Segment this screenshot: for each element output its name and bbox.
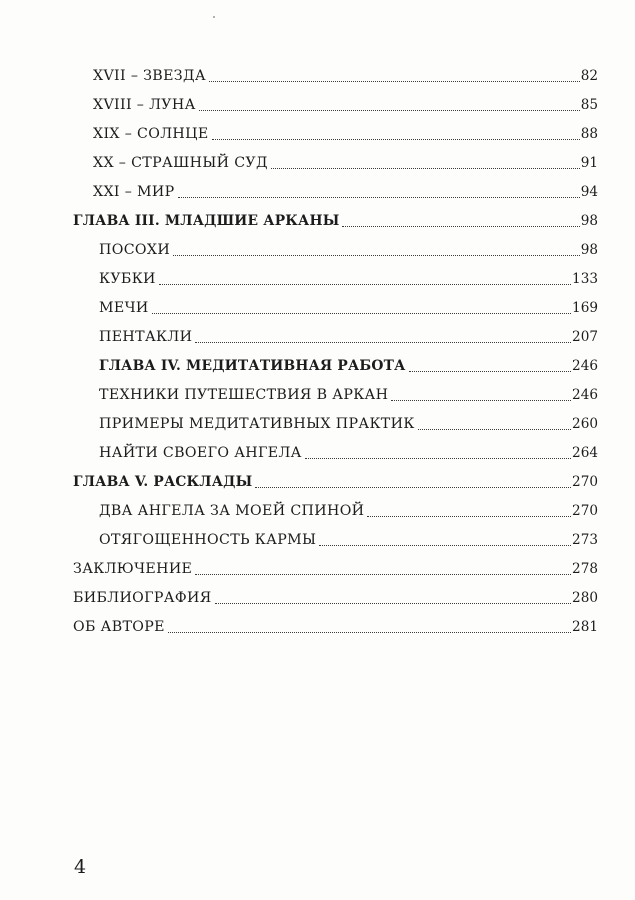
- toc-entry: [93, 150, 598, 172]
- dot-leader: [159, 284, 571, 285]
- toc-entry-title: ДВА АНГЕЛА ЗА МОЕЙ СПИНОЙ: [99, 503, 365, 519]
- toc-entry: [99, 237, 598, 259]
- toc-chapter-entry: [73, 469, 598, 491]
- toc-entry: [93, 63, 598, 85]
- dot-leader: [173, 255, 580, 256]
- toc-entry-page: 270: [572, 474, 598, 490]
- toc-entry: [73, 614, 598, 636]
- toc-chapter-entry: [73, 208, 598, 230]
- toc-entry-title: XVIII – ЛУНА: [93, 97, 196, 113]
- dot-leader: [168, 632, 571, 633]
- toc-entry-title: ОБ АВТОРЕ: [73, 619, 165, 635]
- dot-leader: [212, 139, 580, 140]
- toc-chapter-title: ГЛАВА III. МЛАДШИЕ АРКАНЫ: [73, 213, 340, 229]
- toc-entry-title: XXI – МИР: [93, 184, 175, 200]
- dot-leader: [195, 342, 571, 343]
- toc-entry: [73, 585, 598, 607]
- dot-leader: [409, 371, 572, 372]
- dot-leader: [367, 516, 571, 517]
- toc-entry-page: 264: [572, 445, 598, 461]
- toc-entry-title: ПОСОХИ: [99, 242, 171, 258]
- dot-leader: [305, 458, 571, 459]
- dot-leader: [152, 313, 571, 314]
- toc-entry: [99, 440, 598, 462]
- toc-entry-title: ТЕХНИКИ ПУТЕШЕСТВИЯ В АРКАН: [99, 387, 389, 403]
- toc-entry-page: 94: [580, 184, 598, 200]
- toc-entry-page: 98: [580, 213, 598, 229]
- toc-entry-page: 85: [580, 97, 598, 113]
- dot-leader: [199, 110, 580, 111]
- toc-entry-page: 91: [580, 155, 598, 171]
- toc-entry-title: КУБКИ: [99, 271, 156, 287]
- page-number: 4: [74, 856, 87, 878]
- dot-leader: [418, 429, 571, 430]
- toc-entry-title: XX – СТРАШНЫЙ СУД: [93, 155, 268, 171]
- toc-entry: [99, 266, 598, 288]
- toc-entry: [99, 411, 598, 433]
- toc-entry: [93, 179, 598, 201]
- toc-entry: [99, 295, 598, 317]
- toc-entry-page: 260: [572, 416, 598, 432]
- toc-entry-title: XIX – СОЛНЦЕ: [93, 126, 209, 142]
- toc-entry-page: 278: [572, 561, 598, 577]
- toc-entry: [93, 92, 598, 114]
- toc-entry: [93, 121, 598, 143]
- toc-entry-title: XVII – ЗВЕЗДА: [93, 68, 206, 84]
- toc-chapter-title: ГЛАВА V. РАСКЛАДЫ: [73, 474, 253, 490]
- toc-entry: [99, 498, 598, 520]
- toc-entry-title: МЕЧИ: [99, 300, 149, 316]
- toc-chapter-title: ГЛАВА IV. МЕДИТАТИВНАЯ РАБОТА: [99, 358, 406, 374]
- toc-entry-page: 82: [580, 68, 598, 84]
- paper-speck: [213, 16, 215, 18]
- toc-chapter-entry: [99, 353, 598, 375]
- dot-leader: [209, 81, 580, 82]
- toc-entry-title: НАЙТИ СВОЕГО АНГЕЛА: [99, 445, 302, 461]
- toc-entry-page: 246: [572, 387, 598, 403]
- toc-entry-page: 280: [572, 590, 598, 606]
- toc-entry-page: 88: [580, 126, 598, 142]
- toc-entry: [99, 324, 598, 346]
- toc-entry: [99, 527, 598, 549]
- toc-entry-page: 207: [572, 329, 598, 345]
- toc-entry-title: БИБЛИОГРАФИЯ: [73, 590, 212, 606]
- toc-entry-title: ПЕНТАКЛИ: [99, 329, 193, 345]
- dot-leader: [271, 168, 580, 169]
- toc-entry-page: 270: [572, 503, 598, 519]
- dot-leader: [342, 226, 579, 227]
- toc-entry-page: 246: [572, 358, 598, 374]
- dot-leader: [215, 603, 571, 604]
- toc-entry-title: ЗАКЛЮЧЕНИЕ: [73, 561, 193, 577]
- toc-entry-title: ПРИМЕРЫ МЕДИТАТИВНЫХ ПРАКТИК: [99, 416, 415, 432]
- dot-leader: [255, 487, 571, 488]
- toc-entry: [73, 556, 598, 578]
- toc-entry: [99, 382, 598, 404]
- toc-entry-page: 281: [572, 619, 598, 635]
- toc-entry-page: 273: [572, 532, 598, 548]
- dot-leader: [319, 545, 571, 546]
- dot-leader: [195, 574, 571, 575]
- toc-entry-page: 169: [572, 300, 598, 316]
- toc-entry-page: 133: [572, 271, 598, 287]
- toc-entry-title: ОТЯГОЩЕННОСТЬ КАРМЫ: [99, 532, 317, 548]
- dot-leader: [391, 400, 571, 401]
- toc-entry-page: 98: [580, 242, 598, 258]
- dot-leader: [178, 197, 580, 198]
